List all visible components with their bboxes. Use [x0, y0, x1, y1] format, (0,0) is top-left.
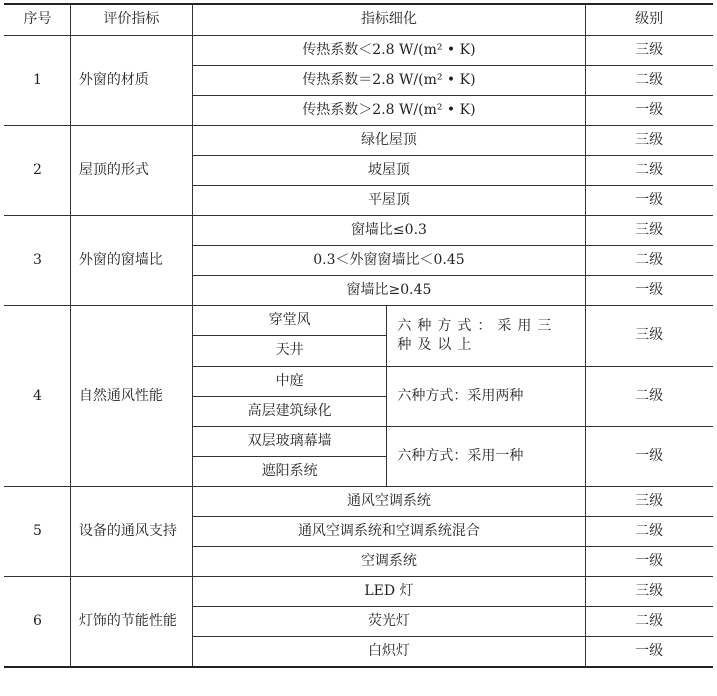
header-detail: 指标细化: [192, 4, 585, 35]
level-cell: 二级: [586, 155, 713, 185]
group-no: 5: [5, 486, 71, 576]
detail-cell: 窗墙比≤0.3: [192, 216, 585, 246]
table-row: [5, 35, 713, 65]
level-cell: 三级: [586, 306, 713, 366]
level-cell: 二级: [586, 366, 713, 426]
header-row: [5, 4, 713, 35]
group-no: 2: [5, 125, 71, 215]
level-cell: 三级: [586, 35, 713, 65]
level-cell: 一级: [586, 185, 713, 215]
group-indicator: 外窗的窗墙比: [70, 216, 192, 306]
table-row: [5, 125, 713, 155]
detail-cell: 传热系数＜2.8 W/(m² • K): [192, 35, 585, 65]
header-indicator: 评价指标: [70, 4, 192, 35]
method-cell: 六种方式：采用三种及以上: [387, 306, 586, 366]
group-indicator: 屋顶的形式: [70, 125, 192, 215]
header-no: 序号: [5, 4, 71, 35]
level-cell: 二级: [586, 246, 713, 276]
sub-item-cell: 中庭: [192, 366, 387, 396]
sub-item-cell: 穿堂风: [192, 306, 387, 336]
level-cell: 二级: [586, 517, 713, 547]
sub-item-cell: 双层玻璃幕墙: [192, 426, 387, 456]
level-cell: 二级: [586, 607, 713, 637]
group-indicator: 设备的通风支持: [70, 486, 192, 576]
detail-cell: 坡屋顶: [192, 155, 585, 185]
detail-cell: 空调系统: [192, 547, 585, 577]
level-cell: 一级: [586, 95, 713, 125]
table-row: [5, 577, 713, 607]
level-cell: 二级: [586, 65, 713, 95]
detail-cell: 窗墙比≥0.45: [192, 276, 585, 306]
table-row: [5, 306, 713, 336]
table-row: [5, 486, 713, 516]
group-indicator: 自然通风性能: [70, 306, 192, 487]
sub-item-cell: 遮阳系统: [192, 456, 387, 486]
sub-item-cell: 高层建筑绿化: [192, 396, 387, 426]
detail-cell: 0.3＜外窗窗墙比＜0.45: [192, 246, 585, 276]
group-no: 6: [5, 577, 71, 667]
group-no: 4: [5, 306, 71, 487]
level-cell: 三级: [586, 216, 713, 246]
detail-cell: 荧光灯: [192, 607, 585, 637]
level-cell: 三级: [586, 125, 713, 155]
evaluation-table-wrapper: [4, 3, 713, 668]
group-no: 1: [5, 35, 71, 125]
level-cell: 一级: [586, 637, 713, 667]
level-cell: 三级: [586, 486, 713, 516]
group-indicator: 外窗的材质: [70, 35, 192, 125]
detail-cell: 通风空调系统: [192, 486, 585, 516]
evaluation-table: [4, 3, 713, 668]
detail-cell: LED 灯: [192, 577, 585, 607]
method-cell: 六种方式：采用两种: [387, 366, 586, 426]
detail-cell: 传热系数＞2.8 W/(m² • K): [192, 95, 585, 125]
level-cell: 一级: [586, 426, 713, 486]
level-cell: 一级: [586, 547, 713, 577]
detail-cell: 平屋顶: [192, 185, 585, 215]
detail-cell: 传热系数＝2.8 W/(m² • K): [192, 65, 585, 95]
detail-cell: 通风空调系统和空调系统混合: [192, 517, 585, 547]
table-row: [5, 216, 713, 246]
header-level: 级别: [586, 4, 713, 35]
group-no: 3: [5, 216, 71, 306]
detail-cell: 白炽灯: [192, 637, 585, 667]
sub-item-cell: 天井: [192, 336, 387, 366]
detail-cell: 绿化屋顶: [192, 125, 585, 155]
level-cell: 一级: [586, 276, 713, 306]
method-cell: 六种方式：采用一种: [387, 426, 586, 486]
group-indicator: 灯饰的节能性能: [70, 577, 192, 667]
level-cell: 三级: [586, 577, 713, 607]
